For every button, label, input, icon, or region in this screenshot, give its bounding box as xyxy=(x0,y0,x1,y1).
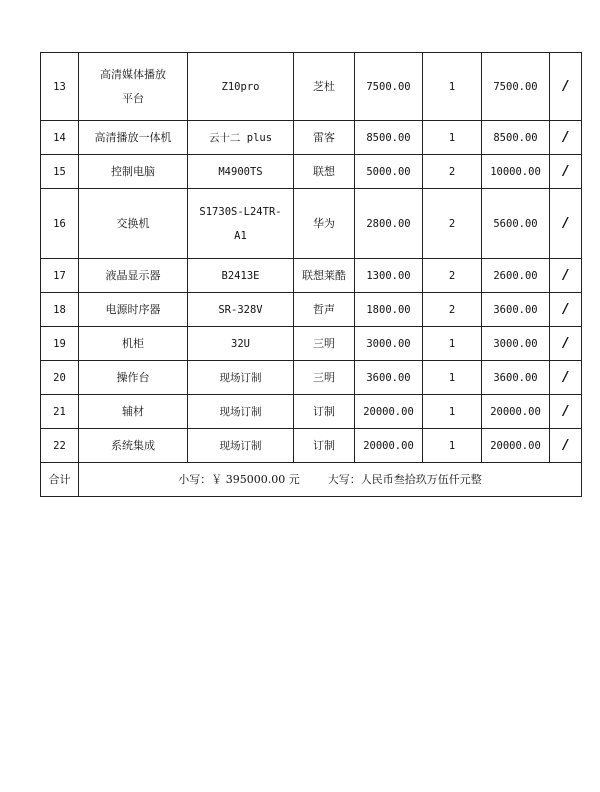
item-model xyxy=(188,189,294,259)
item-name-line: 电源时序器 xyxy=(105,302,161,316)
unit-price: 3000.00 xyxy=(355,327,423,361)
item-brand: 订制 xyxy=(294,395,355,429)
item-name-line: 高清媒体播放 xyxy=(100,67,166,81)
amount: 3600.00 xyxy=(482,361,550,395)
note-slash: / xyxy=(550,53,582,121)
note-slash: / xyxy=(550,293,582,327)
total-small-caps: 小写：￥ 395000.00 元 xyxy=(178,472,300,486)
row-number: 16 xyxy=(41,189,79,259)
item-name-line: 操作台 xyxy=(116,370,150,384)
amount: 20000.00 xyxy=(482,429,550,463)
row-number: 19 xyxy=(41,327,79,361)
item-name xyxy=(79,53,188,121)
item-model xyxy=(188,429,294,463)
item-name xyxy=(79,429,188,463)
table-row xyxy=(41,361,582,395)
table-row xyxy=(41,395,582,429)
note-slash: / xyxy=(550,121,582,155)
quantity: 1 xyxy=(423,327,482,361)
item-name xyxy=(79,259,188,293)
item-name xyxy=(79,361,188,395)
item-model-line: A1 xyxy=(234,229,247,242)
item-name xyxy=(79,155,188,189)
item-name-line: 平台 xyxy=(122,91,144,105)
item-model-line: SR-328V xyxy=(218,303,263,316)
note-slash: / xyxy=(550,395,582,429)
item-name-line: 辅材 xyxy=(122,404,144,418)
row-number: 18 xyxy=(41,293,79,327)
amount: 10000.00 xyxy=(482,155,550,189)
item-model xyxy=(188,259,294,293)
item-name xyxy=(79,189,188,259)
quantity: 1 xyxy=(423,361,482,395)
item-name-line: 系统集成 xyxy=(111,438,155,452)
unit-price: 5000.00 xyxy=(355,155,423,189)
amount: 3000.00 xyxy=(482,327,550,361)
note-slash: / xyxy=(550,327,582,361)
table-row xyxy=(41,189,582,259)
unit-price: 2800.00 xyxy=(355,189,423,259)
unit-price: 3600.00 xyxy=(355,361,423,395)
row-number: 17 xyxy=(41,259,79,293)
quantity: 1 xyxy=(423,429,482,463)
row-number: 20 xyxy=(41,361,79,395)
item-model-line: M4900TS xyxy=(218,165,263,178)
item-brand: 三明 xyxy=(294,327,355,361)
row-number: 15 xyxy=(41,155,79,189)
item-name-line: 机柜 xyxy=(122,336,144,350)
item-model-line: 32U xyxy=(231,337,250,350)
table-row xyxy=(41,429,582,463)
amount: 20000.00 xyxy=(482,395,550,429)
item-model xyxy=(188,327,294,361)
item-model-line: 现场订制 xyxy=(219,371,262,384)
quantity: 1 xyxy=(423,121,482,155)
item-model-line: S1730S-L24TR- xyxy=(199,205,282,218)
quantity: 2 xyxy=(423,259,482,293)
item-model xyxy=(188,155,294,189)
unit-price: 1300.00 xyxy=(355,259,423,293)
amount: 5600.00 xyxy=(482,189,550,259)
amount: 3600.00 xyxy=(482,293,550,327)
note-slash: / xyxy=(550,189,582,259)
unit-price: 8500.00 xyxy=(355,121,423,155)
item-model xyxy=(188,121,294,155)
table-row xyxy=(41,121,582,155)
item-model-line: 云十二 plus xyxy=(208,131,273,144)
item-name xyxy=(79,327,188,361)
quantity: 2 xyxy=(423,155,482,189)
row-number: 21 xyxy=(41,395,79,429)
table-row xyxy=(41,259,582,293)
unit-price: 20000.00 xyxy=(355,395,423,429)
row-number: 13 xyxy=(41,53,79,121)
total-summary xyxy=(79,463,582,497)
note-slash: / xyxy=(550,361,582,395)
quantity: 1 xyxy=(423,53,482,121)
item-model-line: 现场订制 xyxy=(219,405,262,418)
quantity: 2 xyxy=(423,189,482,259)
amount: 8500.00 xyxy=(482,121,550,155)
table-row xyxy=(41,293,582,327)
amount: 7500.00 xyxy=(482,53,550,121)
amount: 2600.00 xyxy=(482,259,550,293)
total-label: 合计 xyxy=(41,463,79,497)
item-model xyxy=(188,53,294,121)
table-row xyxy=(41,155,582,189)
unit-price: 7500.00 xyxy=(355,53,423,121)
item-brand: 雷客 xyxy=(294,121,355,155)
note-slash: / xyxy=(550,259,582,293)
item-name-line: 交换机 xyxy=(116,216,150,230)
note-slash: / xyxy=(550,155,582,189)
item-model-line: 现场订制 xyxy=(219,439,262,452)
item-model-line: Z10pro xyxy=(221,80,260,93)
item-brand: 联想莱酷 xyxy=(294,259,355,293)
item-model-line: B2413E xyxy=(221,269,260,282)
item-model xyxy=(188,293,294,327)
total-row xyxy=(41,463,582,497)
note-slash: / xyxy=(550,429,582,463)
item-name-line: 控制电脑 xyxy=(111,164,155,178)
total-big-caps: 大写：人民币叁拾玖万伍仟元整 xyxy=(327,472,482,486)
item-brand: 订制 xyxy=(294,429,355,463)
item-brand: 华为 xyxy=(294,189,355,259)
quotation-table xyxy=(40,52,582,497)
item-brand: 芝杜 xyxy=(294,53,355,121)
table-row xyxy=(41,327,582,361)
unit-price: 20000.00 xyxy=(355,429,423,463)
quantity: 2 xyxy=(423,293,482,327)
item-brand: 三明 xyxy=(294,361,355,395)
item-name xyxy=(79,293,188,327)
item-brand: 联想 xyxy=(294,155,355,189)
item-name-line: 高清播放一体机 xyxy=(94,130,172,144)
table-row xyxy=(41,53,582,121)
item-model xyxy=(188,361,294,395)
quantity: 1 xyxy=(423,395,482,429)
item-brand: 哲声 xyxy=(294,293,355,327)
row-number: 14 xyxy=(41,121,79,155)
item-name-line: 液晶显示器 xyxy=(105,268,161,282)
unit-price: 1800.00 xyxy=(355,293,423,327)
table-body xyxy=(41,53,582,463)
item-name xyxy=(79,121,188,155)
item-model xyxy=(188,395,294,429)
item-name xyxy=(79,395,188,429)
row-number: 22 xyxy=(41,429,79,463)
